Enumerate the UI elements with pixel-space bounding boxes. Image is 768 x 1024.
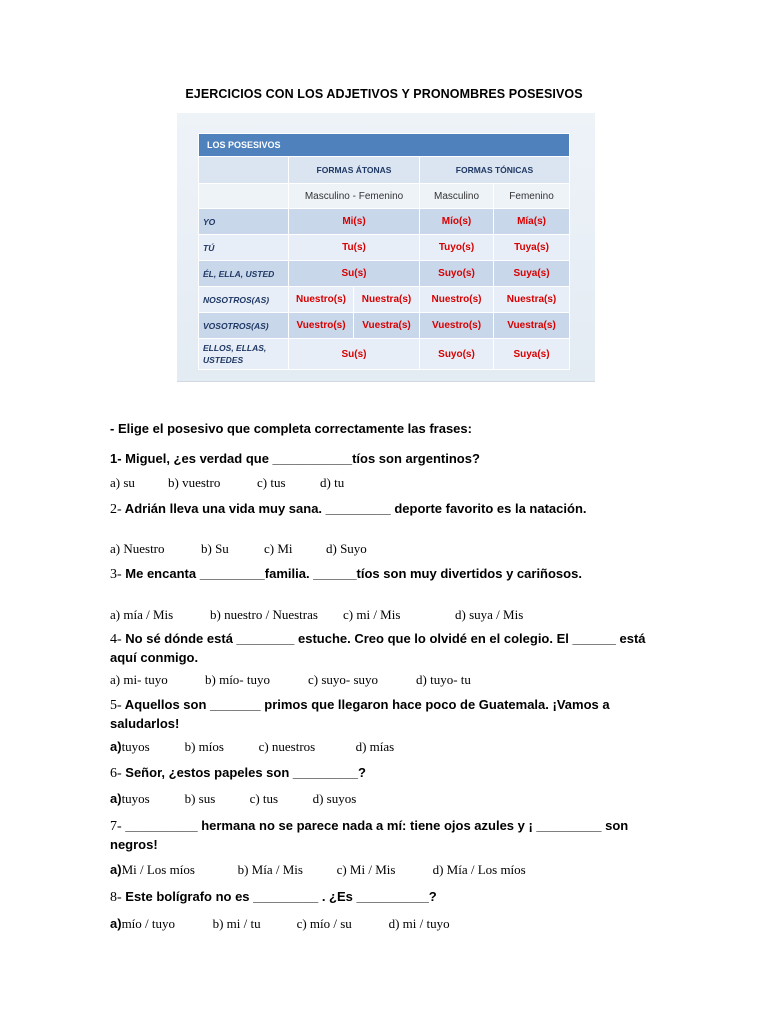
- question-text: No sé dónde está ________ estuche. Creo que lo olvidé en el colegio. El ______ está aquí conmigo.: [110, 631, 646, 665]
- question-number: 6-: [110, 766, 122, 781]
- row-label: TÚ: [199, 235, 289, 261]
- instruction: - Elige el posesivo que completa correctamente las frases:: [110, 421, 472, 436]
- option-d[interactable]: d) Suyo: [326, 541, 367, 556]
- options-1: [110, 475, 344, 491]
- group-atonas: FORMAS ÁTONAS: [289, 157, 420, 184]
- atona-fem-value: Vuestra(s): [354, 313, 420, 339]
- option-a-letter: a): [110, 916, 122, 931]
- option-d[interactable]: d) tuyo- tu: [416, 672, 471, 687]
- option-b[interactable]: b) sus: [184, 791, 216, 806]
- option-d[interactable]: d) tu: [320, 475, 345, 490]
- options-8: [110, 916, 450, 932]
- option-a[interactable]: a) mi- tuyo: [110, 672, 168, 687]
- question-text: 1- Miguel, ¿es verdad que ___________tíos son argentinos?: [110, 451, 480, 466]
- question-text: Este bolígrafo no es _________ . ¿Es __________?: [121, 889, 437, 904]
- gender-masc: Masculino: [420, 184, 494, 209]
- question-5: [110, 696, 657, 733]
- atona-masc-value: Nuestro(s): [289, 287, 354, 313]
- gender-corner: [199, 184, 289, 209]
- table-header: LOS POSESIVOS: [199, 134, 570, 157]
- atona-value: Su(s): [289, 261, 420, 287]
- option-d[interactable]: d) suya / Mis: [455, 607, 524, 622]
- option-a-letter: a): [110, 862, 122, 877]
- option-c[interactable]: c) tus: [249, 791, 279, 806]
- question-text: __________ hermana no se parece nada a mí: tiene ojos azules y ¡ _________ son negros!: [110, 818, 629, 852]
- fem-value: Suya(s): [494, 339, 570, 370]
- masc-value: Suyo(s): [420, 339, 494, 370]
- option-b[interactable]: b) vuestro: [168, 475, 221, 490]
- option-a[interactable]: a) mía / Mis: [110, 607, 174, 622]
- option-b[interactable]: b) mío- tuyo: [205, 672, 270, 687]
- option-a[interactable]: tuyos: [121, 791, 150, 806]
- fem-value: Mía(s): [494, 209, 570, 235]
- row-label: YO: [199, 209, 289, 235]
- option-d[interactable]: d) Mía / Los míos: [432, 862, 526, 877]
- table-row: [199, 287, 570, 313]
- options-3: [110, 607, 523, 623]
- question-6: [110, 764, 657, 783]
- question-3: [110, 565, 657, 584]
- option-d[interactable]: d) mi / tuyo: [388, 916, 450, 931]
- question-8: [110, 888, 657, 907]
- option-c[interactable]: c) tus: [257, 475, 286, 490]
- option-a[interactable]: a) Nuestro: [110, 541, 165, 556]
- option-a[interactable]: mío / tuyo: [121, 916, 176, 931]
- atona-value: Tu(s): [289, 235, 420, 261]
- fem-value: Vuestra(s): [494, 313, 570, 339]
- question-number: 5-: [110, 698, 122, 713]
- option-b[interactable]: b) Su: [201, 541, 229, 556]
- row-label: VOSOTROS(AS): [199, 313, 289, 339]
- atona-value: Su(s): [289, 339, 420, 370]
- option-a[interactable]: tuyos: [121, 739, 150, 754]
- options-7: [110, 862, 526, 878]
- options-6: [110, 791, 356, 807]
- question-4: [110, 630, 657, 667]
- option-b[interactable]: b) míos: [184, 739, 224, 754]
- possessives-table: [198, 133, 570, 370]
- option-d[interactable]: d) suyos: [312, 791, 357, 806]
- masc-value: Mío(s): [420, 209, 494, 235]
- question-text: Señor, ¿estos papeles son _________?: [121, 765, 366, 780]
- options-5: [110, 739, 394, 755]
- atona-fem-value: Nuestra(s): [354, 287, 420, 313]
- possessives-table-image: [177, 113, 595, 382]
- option-c[interactable]: c) mi / Mis: [343, 607, 401, 622]
- option-b[interactable]: b) mi / tu: [212, 916, 261, 931]
- table-row: [199, 339, 570, 370]
- option-c[interactable]: c) mío / su: [296, 916, 352, 931]
- row-label: [199, 339, 289, 370]
- question-text: Me encanta _________familia. ______tíos son muy divertidos y cariñosos.: [121, 566, 582, 581]
- option-a-letter: a): [110, 791, 122, 806]
- atona-value: Mi(s): [289, 209, 420, 235]
- masc-value: Tuyo(s): [420, 235, 494, 261]
- fem-value: Suya(s): [494, 261, 570, 287]
- masc-value: Vuestro(s): [420, 313, 494, 339]
- page-title: EJERCICIOS CON LOS ADJETIVOS Y PRONOMBRES POSESIVOS: [185, 87, 583, 101]
- option-c[interactable]: c) suyo- suyo: [308, 672, 379, 687]
- question-number: 8-: [110, 890, 122, 905]
- option-c[interactable]: c) Mi / Mis: [336, 862, 396, 877]
- table-row: [199, 261, 570, 287]
- table-row: [199, 235, 570, 261]
- option-a[interactable]: a) su: [110, 475, 135, 490]
- question-number: 2-: [110, 502, 122, 517]
- option-b[interactable]: b) nuestro / Nuestras: [210, 607, 318, 622]
- options-4: [110, 672, 471, 688]
- row-label: ÉL, ELLA, USTED: [199, 261, 289, 287]
- option-b[interactable]: b) Mía / Mis: [237, 862, 303, 877]
- table-row: [199, 209, 570, 235]
- options-2: [110, 541, 367, 557]
- option-d[interactable]: d) mías: [355, 739, 395, 754]
- option-a[interactable]: Mi / Los míos: [121, 862, 195, 877]
- question-number: 7-: [110, 819, 122, 834]
- row-label-line: USTEDES: [203, 355, 244, 365]
- question-text: Adrián lleva una vida muy sana. _________ deporte favorito es la natación.: [121, 501, 587, 516]
- table-row: [199, 313, 570, 339]
- question-2: [110, 500, 657, 519]
- option-c[interactable]: c) nuestros: [258, 739, 316, 754]
- question-number: 4-: [110, 632, 122, 647]
- atona-masc-value: Vuestro(s): [289, 313, 354, 339]
- group-tonicas: FORMAS TÓNICAS: [420, 157, 570, 184]
- question-text: Aquellos son _______ primos que llegaron hace poco de Guatemala. ¡Vamos a saludarlos!: [110, 697, 610, 731]
- row-label-line: ELLOS, ELLAS,: [203, 343, 267, 353]
- option-c[interactable]: c) Mi: [264, 541, 293, 556]
- row-label: NOSOTROS(AS): [199, 287, 289, 313]
- masc-value: Nuestro(s): [420, 287, 494, 313]
- masc-value: Suyo(s): [420, 261, 494, 287]
- fem-value: Tuya(s): [494, 235, 570, 261]
- question-7: [110, 817, 657, 854]
- gender-fem: Femenino: [494, 184, 570, 209]
- table-corner: [199, 157, 289, 184]
- question-number: 3-: [110, 567, 122, 582]
- option-a-letter: a): [110, 739, 122, 754]
- gender-atonas: Masculino - Femenino: [289, 184, 420, 209]
- fem-value: Nuestra(s): [494, 287, 570, 313]
- question-1: [110, 450, 657, 468]
